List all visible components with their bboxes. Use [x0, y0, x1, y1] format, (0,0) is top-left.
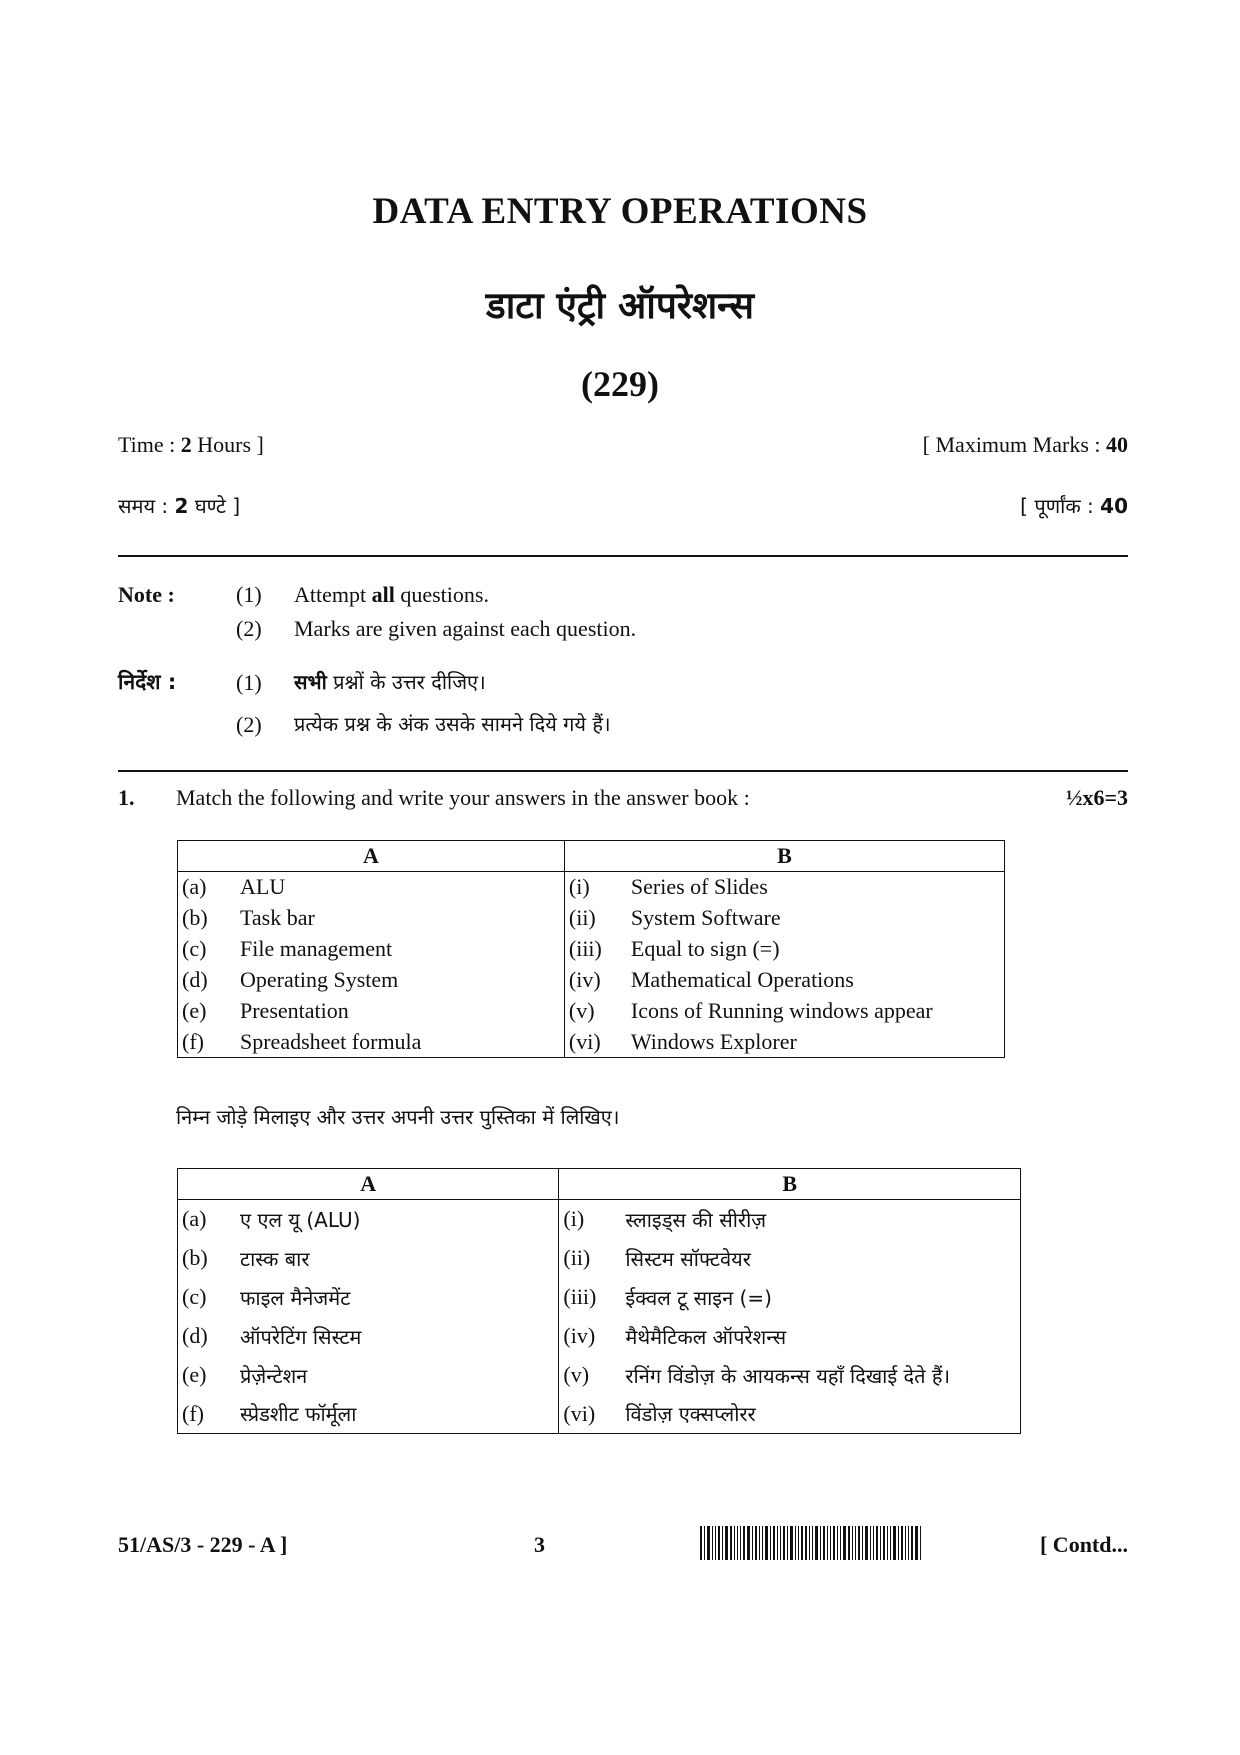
time-unit-hi: घण्टे ] [188, 494, 241, 518]
marks-label-hi: [ पूर्णांक : [1020, 494, 1101, 518]
row-b-key: (ii) [559, 1239, 626, 1278]
row-b-value: मैथेमैटिकल ऑपरेशन्स [625, 1324, 787, 1349]
row-a-value: Task bar [240, 905, 315, 930]
note-hi-item-2-number: (2) [236, 712, 262, 737]
row-b-key: (vi) [564, 1027, 631, 1058]
note-hi-item-1-post: प्रश्नों के उत्तर दीजिए। [326, 670, 486, 694]
column-b-header-hindi: B [559, 1169, 1021, 1200]
row-b-value: ईक्वल टू साइन (=) [625, 1285, 772, 1310]
row-a-value: टास्क बार [240, 1246, 310, 1271]
table-header-row [178, 841, 1005, 872]
note-item-1-bold: all [371, 582, 395, 607]
row-b-key: (iv) [564, 965, 631, 996]
question-text-hindi: निम्न जोड़े मिलाइए और उत्तर अपनी उत्तर पुस्तिका में लिखिए। [176, 1105, 620, 1129]
row-a-key: (a) [182, 1206, 207, 1232]
row-b-key: (vi) [559, 1395, 626, 1434]
table-row [178, 1278, 1021, 1317]
row-b-value: रनिंग विंडोज़ के आयकन्स यहाँ दिखाई देते हैं। [625, 1363, 951, 1388]
row-a-value: फाइल मैनेजमेंट [240, 1285, 351, 1310]
row-a-key: (e) [182, 1362, 207, 1387]
marks-value: 40 [1106, 432, 1128, 457]
row-b-value: विंडोज़ एक्सप्लोरर [625, 1402, 756, 1427]
column-a-header-hindi: A [178, 1169, 559, 1200]
column-a-header: A [178, 841, 565, 872]
match-table-english [177, 840, 1005, 1058]
row-a-value: File management [240, 936, 393, 961]
note-item-1-number: (1) [236, 582, 262, 607]
table-row [178, 996, 1005, 1027]
table-row [178, 934, 1005, 965]
row-b-key: (iii) [559, 1278, 626, 1317]
row-a-key: (d) [182, 1323, 208, 1348]
note-hi-item-1-bold: सभी [294, 670, 327, 694]
column-b-header: B [564, 841, 1004, 872]
max-marks-hindi [1020, 492, 1128, 519]
divider-middle [118, 770, 1128, 772]
row-b-key: (v) [559, 1356, 626, 1395]
table-row [178, 1027, 1005, 1058]
time-label: Time : [118, 432, 181, 457]
note-hi-item-1 [294, 668, 486, 695]
row-a-key: (f) [182, 1400, 204, 1426]
row-b-value: System Software [630, 905, 781, 930]
row-a-value: ऑपरेटिंग सिस्टम [240, 1324, 362, 1349]
question-text: Match the following and write your answers in the answer book : [176, 785, 750, 810]
row-b-value: Equal to sign (=) [630, 936, 780, 961]
row-b-key: (i) [559, 1200, 626, 1239]
row-a-value: Operating System [240, 967, 399, 992]
table-row [178, 872, 1005, 903]
page-number: 3 [534, 1532, 545, 1557]
row-a-key: (b) [182, 1245, 208, 1270]
row-b-value: Windows Explorer [630, 1028, 797, 1054]
time-value-hi: 2 [174, 494, 189, 518]
row-a-value: ए एल यू (ALU) [240, 1207, 361, 1232]
time-unit: Hours ] [191, 432, 264, 457]
row-a-key: (e) [182, 998, 207, 1023]
table-row [178, 903, 1005, 934]
row-a-value: Presentation [240, 998, 349, 1023]
note-item-1 [294, 582, 489, 608]
marks-value-hi: 40 [1100, 494, 1128, 518]
barcode-icon [700, 1526, 923, 1560]
row-a-value: ALU [240, 874, 286, 900]
table-header-row-hindi [178, 1169, 1021, 1200]
time-value: 2 [180, 432, 192, 457]
question-marks: ½x6=3 [1065, 785, 1128, 810]
row-a-value: Spreadsheet formula [240, 1028, 422, 1054]
row-a-key: (b) [182, 905, 208, 930]
row-b-value: Icons of Running windows appear [630, 998, 933, 1023]
continued-label: [ Contd... [1039, 1532, 1128, 1557]
row-a-key: (f) [182, 1028, 204, 1054]
divider-top [118, 555, 1128, 557]
note-item-1-post: questions. [394, 582, 489, 607]
note-label: Note : [118, 582, 175, 607]
row-a-value: स्प्रेडशीट फॉर्मूला [240, 1402, 357, 1427]
row-b-key: (i) [564, 872, 631, 903]
row-b-key: (v) [564, 996, 631, 1027]
paper-title-hindi: डाटा एंट्री ऑपरेशन्स [485, 284, 755, 327]
time-english [118, 432, 264, 458]
row-b-value: Series of Slides [630, 874, 768, 900]
table-row [178, 1239, 1021, 1278]
table-row [178, 1317, 1021, 1356]
note-item-1-pre: Attempt [294, 582, 372, 607]
row-a-key: (c) [182, 1284, 207, 1309]
row-b-key: (ii) [564, 903, 631, 934]
table-row [178, 1395, 1021, 1434]
row-a-value: प्रेज़ेन्टेशन [240, 1363, 308, 1388]
row-a-key: (a) [182, 874, 207, 900]
table-row [178, 1200, 1021, 1239]
note-label-hindi: निर्देश : [118, 670, 177, 694]
paper-title-english: DATA ENTRY OPERATIONS [372, 191, 868, 232]
marks-label: [ Maximum Marks : [922, 432, 1106, 457]
note-item-2: Marks are given against each question. [294, 616, 637, 641]
row-b-value: सिस्टम सॉफ्टवेयर [625, 1246, 751, 1271]
time-label-hi: समय : [118, 494, 175, 518]
time-hindi [118, 492, 240, 519]
max-marks-english [923, 432, 1128, 458]
paper-code: 51/AS/3 - 229 - A ] [118, 1532, 288, 1557]
table-row [178, 1356, 1021, 1395]
note-hi-item-1-number: (1) [236, 670, 262, 695]
note-hi-item-2: प्रत्येक प्रश्न के अंक उसके सामने दिये गये हैं। [294, 712, 611, 736]
row-b-key: (iv) [559, 1317, 626, 1356]
question-number: 1. [118, 785, 135, 810]
row-b-value: स्लाइड्स की सीरीज़ [625, 1207, 767, 1232]
subject-code: (229) [581, 364, 659, 404]
match-table-hindi [177, 1168, 1021, 1434]
row-a-key: (d) [182, 967, 208, 992]
table-row [178, 965, 1005, 996]
row-b-value: Mathematical Operations [630, 967, 854, 992]
note-item-2-number: (2) [236, 616, 262, 641]
row-a-key: (c) [182, 936, 207, 961]
row-b-key: (iii) [564, 934, 631, 965]
